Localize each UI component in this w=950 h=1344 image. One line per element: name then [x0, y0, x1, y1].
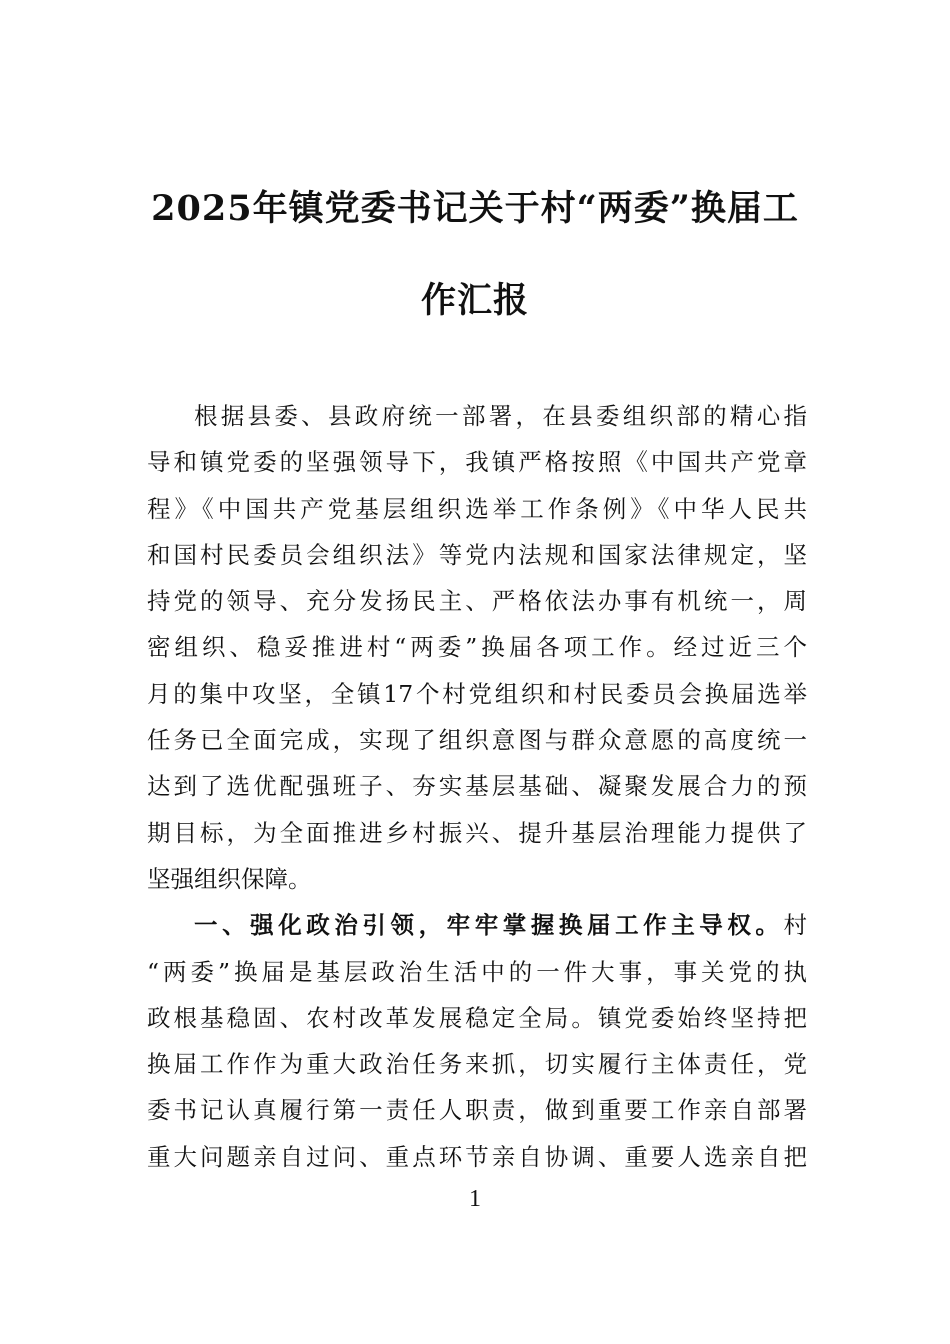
paragraph-intro: [147, 393, 807, 902]
text-line: 月的集中攻坚，全镇17个村党组织和村民委员会换届选举: [147, 679, 807, 708]
text-line: 换届工作作为重大政治任务来抓，切实履行主体责任，党: [147, 1050, 807, 1079]
text-line: “两委”换届是基层政治生活中的一件大事，事关党的执: [147, 957, 807, 986]
text-line: 政根基稳固、农村改革发展稳定全局。镇党委始终坚持把: [147, 1003, 807, 1032]
text-line: 密组织、稳妥推进村“两委”换届各项工作。经过近三个: [147, 633, 807, 662]
text-line: 导和镇党委的坚强领导下，我镇严格按照《中国共产党章: [147, 448, 807, 477]
title-line-1: 2025年镇党委书记关于村“两委”换届工: [151, 188, 799, 229]
document-body: [147, 393, 807, 1180]
title-line-2: 作汇报: [420, 280, 529, 321]
text-line: 达到了选优配强班子、夯实基层基础、凝聚发展合力的预: [147, 772, 807, 801]
paragraph-section-1: [147, 902, 807, 1180]
heading-tail-text: 村: [783, 911, 807, 940]
text-line: 委书记认真履行第一责任人职责，做到重要工作亲自部署: [147, 1096, 807, 1125]
text-line: 期目标，为全面推进乡村振兴、提升基层治理能力提供了: [147, 818, 807, 847]
text-line: 和国村民委员会组织法》等党内法规和国家法律规定，坚: [147, 540, 807, 569]
section-heading: 一、强化政治引领，牢牢掌握换届工作主导权。: [194, 911, 784, 940]
document-title: [140, 163, 810, 347]
text-line: 程》《中国共产党基层组织选举工作条例》《中华人民共: [147, 494, 807, 523]
text-line: 根据县委、县政府统一部署，在县委组织部的精心指: [194, 402, 807, 430]
page-number: 1: [469, 1186, 481, 1212]
text-line: 持党的领导、充分发扬民主、严格依法办事有机统一，周: [147, 587, 807, 616]
section-heading-line: [147, 902, 807, 948]
text-line: 重大问题亲自过问、重点环节亲自协调、重要人选亲自把: [147, 1142, 807, 1171]
text-line: 任务已全面完成，实现了组织意图与群众意愿的高度统一: [147, 726, 807, 755]
text-line: 坚强组织保障。: [147, 864, 312, 893]
